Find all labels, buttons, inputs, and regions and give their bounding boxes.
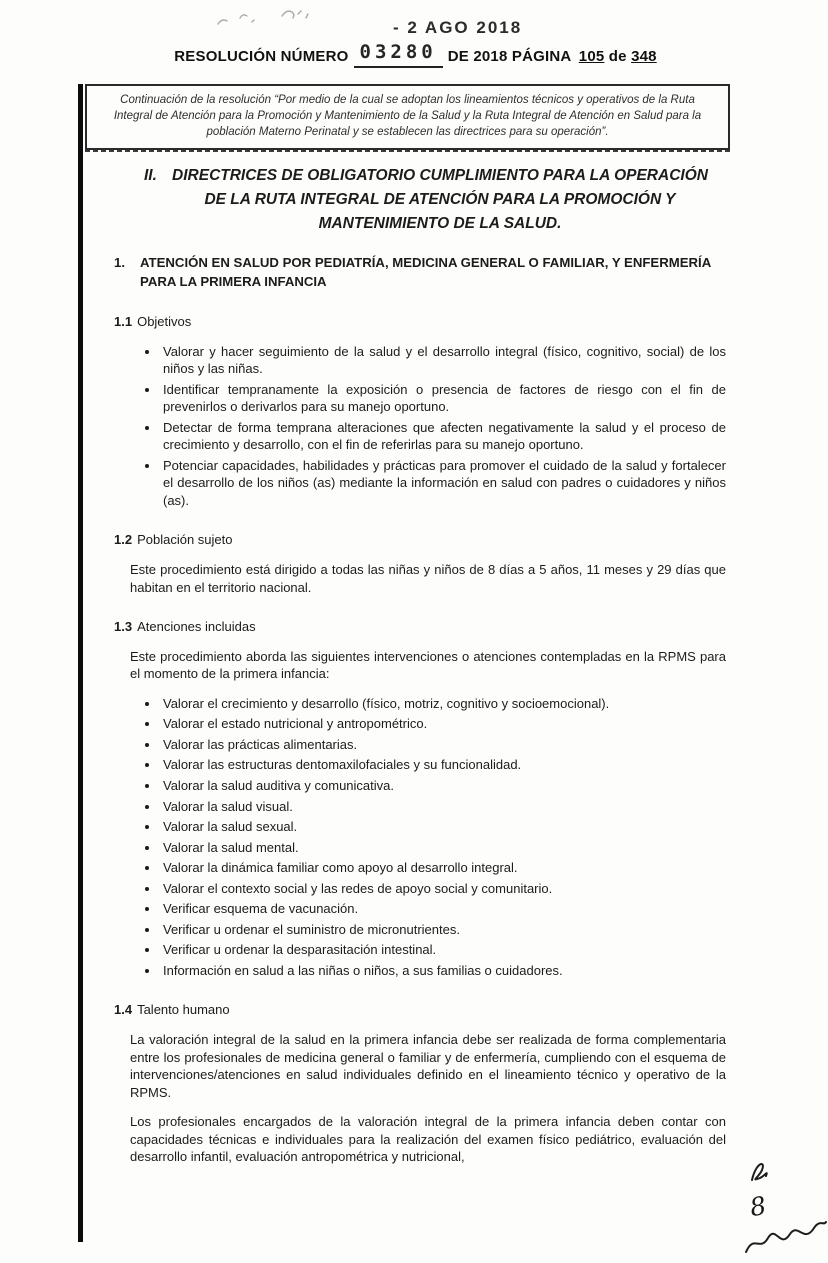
document-content (114, 158, 726, 1166)
stamp-number-field (354, 41, 443, 68)
subsection-1-3-heading (114, 618, 726, 636)
section-ii-title: DIRECTRICES DE OBLIGATORIO CUMPLIMIENTO PARA LA OPERACIÓN DE LA RUTA INTEGRAL DE ATENCIÓN PARA LA PROMOCIÓN Y MANTENIMIENTO DE LA SALUD. (172, 167, 708, 233)
list-item: • Detectar de forma temprana alteraciones que afecten negativamente la salud y el proceso de crecimiento y desarrollo, con el fin de referirlas para su manejo oportuno. (160, 419, 726, 454)
list-item: • Información en salud a las niñas o niños, a sus familias o cuidadores. (160, 962, 726, 980)
section-1-title: ATENCIÓN EN SALUD POR PEDIATRÍA, MEDICINA GENERAL O FAMILIAR, Y ENFERMERÍA PARA LA PRIMERA INFANCIA (140, 255, 711, 289)
list-item: • Valorar y hacer seguimiento de la salud y el desarrollo integral (físico, cognitivo, social) de los niños y las niñas. (160, 343, 726, 378)
included-care-list (114, 695, 726, 980)
subsection-1-2-title: Población sujeto (137, 532, 233, 548)
list-item: • Potenciar capacidades, habilidades y prácticas para promover el cuidado de la salud y fortalecer el desarrollo de los niños (as) mediante la información en salud con padres o cuidadores y niños (as). (160, 457, 726, 510)
subsection-1-1-number: 1.1 (114, 314, 133, 330)
subsection-1-1-title: Objetivos (137, 314, 192, 330)
population-paragraph: Este procedimiento está dirigido a todas las niñas y niños de 8 días a 5 años, 11 meses y 29 días que habitan en el territorio nacional. (130, 562, 726, 595)
list-item: • Verificar u ordenar el suministro de micronutrientes. (160, 921, 726, 939)
included-care-paragraph: Este procedimiento aborda las siguientes intervenciones o atenciones contempladas en la RPMS para el momento de la primera infancia: (130, 648, 726, 682)
subsection-1-2-heading (114, 531, 726, 549)
stamp-number: 03280 (359, 41, 437, 63)
list-item: • Valorar la salud auditiva y comunicativa. (160, 777, 726, 795)
subsection-1-3-number: 1.3 (114, 619, 133, 635)
subsection-1-4-heading (114, 1001, 726, 1019)
continuation-box (85, 84, 730, 150)
resolution-label: RESOLUCIÓN NÚMERO (174, 48, 349, 65)
handwritten-annotations (736, 1152, 828, 1262)
section-1-heading (114, 254, 726, 291)
talent-paragraph-2: Los profesionales encargados de la valoración integral de la primera infancia deben contar con capacidades técnicas e individuales para la realización del examen físico pediátrico, evaluación del desarrollo infantil, evaluación antropométrica y nutricional, (130, 1114, 726, 1165)
subsection-1-1-heading (114, 313, 726, 331)
of-label: de (608, 48, 627, 65)
handwritten-figure-eight: 8 (747, 1190, 769, 1223)
talent-paragraph-1: La valoración integral de la salud en la primera infancia debe ser realizada de forma complementaria entre los profesionales de medicina general o familiar y de enfermería, cumpliendo con el esquema de intervenciones/atenciones en salud individuales definido en el lineamiento técnico y operativo de la RPMS. (130, 1031, 726, 1100)
list-item: • Valorar la salud sexual. (160, 818, 726, 836)
list-item: • Valorar el estado nutricional y antropométrico. (160, 715, 726, 733)
dashed-separator (85, 150, 730, 152)
subsection-1-4-title: Talento humano (137, 1002, 230, 1018)
section-ii-heading (114, 164, 726, 236)
total-pages: 348 (631, 48, 657, 65)
page-number: 105 (578, 48, 605, 65)
list-item: • Identificar tempranamente la exposición o presencia de factores de riesgo con el fin de prevenirlos o derivarlos para su manejo oportuno. (160, 381, 726, 416)
list-item: • Valorar la salud visual. (160, 798, 726, 816)
objectives-list (114, 343, 726, 510)
section-1-number: 1. (114, 255, 125, 271)
list-item: • Verificar esquema de vacunación. (160, 900, 726, 918)
section-ii-number: II. (144, 167, 157, 184)
continuation-text: Continuación de la resolución “Por medio de la cual se adoptan los lineamientos técnicos y operativos de la Ruta Integral de Atención para la Promoción y Mantenimiento de la Salud y la Ruta Integral de Atención en Salud para la población Materno Perinatal y se establecen las directrices para su operación”. (113, 94, 702, 139)
resolution-header (0, 41, 828, 68)
pencil-marks (212, 4, 322, 34)
subsection-1-2-number: 1.2 (114, 532, 133, 548)
list-item: • Valorar el contexto social y las redes de apoyo social y comunitario. (160, 880, 726, 898)
subsection-1-3-title: Atenciones incluidas (137, 619, 256, 635)
list-item: • Valorar el crecimiento y desarrollo (físico, motriz, cognitivo y socioemocional). (160, 695, 726, 713)
year-page-label: DE 2018 PÁGINA (447, 48, 572, 65)
list-item: • Valorar las estructuras dentomaxilofaciales y su funcionalidad. (160, 756, 726, 774)
stamp-date: - 2 AGO 2018 (393, 18, 523, 37)
list-item: • Valorar la dinámica familiar como apoyo al desarrollo integral. (160, 859, 726, 877)
list-item: • Valorar las prácticas alimentarias. (160, 736, 726, 754)
list-item: • Valorar la salud mental. (160, 839, 726, 857)
page-border-bar (78, 84, 83, 1242)
subsection-1-4-number: 1.4 (114, 1002, 133, 1018)
list-item: • Verificar u ordenar la desparasitación intestinal. (160, 941, 726, 959)
